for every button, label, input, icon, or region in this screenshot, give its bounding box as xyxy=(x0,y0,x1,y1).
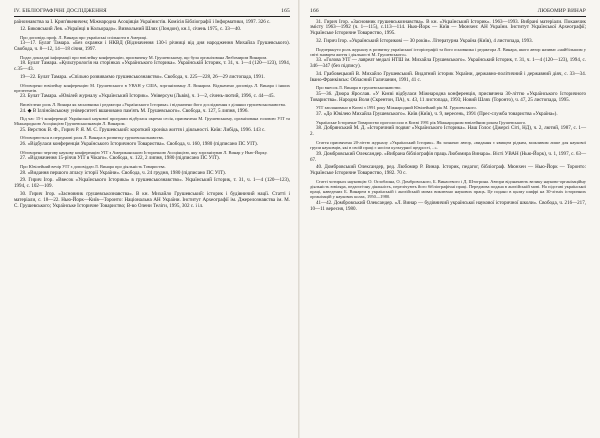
bibliography-entry: 38. Добрянський М. Д. «Історичний подвиг «Українського Історика». Наш Голос (Джерсі Сіті, НД), ч. 2, лютий, 1987, с. 1—2. xyxy=(310,125,586,138)
bibliography-entry: 31. Гирич Ігор. «Засновник грушевськознавства». В кн. «Український Історик». 1963—1993. Вибрані матеріали. Покажчик змісту 1963—1992 (ч. 1—115), с.113—114. Нью-Йорк — Київ — Мюнхен: АН України. Інститут Української Археографії; Українське Історичне Товариство, 1995. xyxy=(310,18,586,37)
author-name-header: ЛЮБОМИР ВИНАР xyxy=(537,8,586,14)
bibliography-entry: 34. Грабовецький В. Михайло Грушевський. Видатний історик України, державно-політичний і державний діяч, с. 33—34. Івано-Франківськ: Обласний Галичанин, 1991, 41 с. xyxy=(310,70,586,83)
right-page xyxy=(300,0,600,438)
bibliography-entry: 32. Гирич Ігор. «Український Історикові — 30 років». Літературна Україна (Київ), 4 листопада, 1993. xyxy=(316,37,533,44)
bibliography-entry: 26. «Відбулася конференція Українського Історичного Товариства». Свобода, ч. 160, 1980 (підписано ПС УІТ). xyxy=(20,141,258,148)
left-page-entries xyxy=(14,20,290,210)
bibliography-entry: 27. «Відзначення 15-річчя УІТ в Чікаго». Свобода, ч. 122, 2 липня, 1980 (підписано ПС УІТ). xyxy=(20,155,220,162)
bibliography-entry-continued: раїнознавства за І. Крип'якевичем; Міжнародна Асоціяція Українистів. Комісія Бібліографії і Інформатики, 1997. 326 с. xyxy=(14,18,271,25)
running-head-left xyxy=(14,8,290,17)
bibliography-entry: 37. «До Ювілею Михайла Грушевського». Київ (Київ), ч. 9, вересень, 1991 (Прес-служба товариства «Україна»). xyxy=(316,111,558,118)
bibliography-entry: 28. «Видання першого атласу історії України». Свобода, ч. 24 грудня, 1980 (підписано ПС УІТ). xyxy=(20,169,226,176)
annotation-note: Українське Історичне Товариство проголосило в Києві 1991 рік Міжнародним ювілейним роком Грушевського. xyxy=(316,119,527,125)
annotation-note: УІТ заплановано в Києві з 1991 року Міжнародний Ювілейний рік М. Грушевського. xyxy=(316,105,477,111)
section-title: IV. БІБЛІОГРАФІЧНІ ДОСЛІДЖЕННЯ xyxy=(14,8,107,14)
bibliography-entry: 18. Булат Тамара. «Культурологія на сторінках «Українського Історика». Українській Історик, т. 31, ч. 1—4 (120—123), 1994, с.35—43. xyxy=(14,60,290,73)
running-head-right xyxy=(310,8,586,17)
annotation-note: Подає докладні інформації про ювілейну конференцію, присвячену М. Грушевському, що була організована Любомиром Винаром. xyxy=(20,54,268,60)
bibliography-entry: 13—17. Булат Тамара. «Без охранки і НКВД (Відзначення 130-ї річниці від дня народження Михайла Грушевського). Свобода, ч. 8—12, 14—18 січня, 1997. xyxy=(14,40,290,53)
annotation-note: Статті чотирьох науковців: О. Оглоблина, О. Домбровського, Б. Винасевого і Д. Штогрина. Автори відзначають велику науково-організаційну діяльність ювіляра, педагогічну діяльність, перелічують його бібліографічні праці. Передмова подана в англійській мові. На підставі української праці, наведених Б. Винарем в українській і англійській мовах виключно наукових праць. Це подано в цьому шифрі на 30-літніх історичних організацій у наукових колах, 1950—1980. xyxy=(310,178,586,199)
annotation-note: Обговорено чергову наукову конференцію УІТ з Американською Історичною Асоціяцією, яку зорганізував Л. Винар у Нью-Йорку. xyxy=(20,149,268,155)
annotation-note: Під час 15-ї конференції Української наукової програми відбулася окрема сесія, присвячена М. Грушевському, організована головою УІТ та Міжнародною Асоціяцією Грушевськознавців Л. Винаром. xyxy=(14,116,290,127)
page-number-left: 165 xyxy=(281,8,290,14)
bibliography-entry: 19—22. Булат Тамара. «Спільно розвиваємо грушевськознавство». Свобода, ч. 225—228, 26—29 листопада, 1991. xyxy=(20,73,265,80)
bibliography-entry: 24. ◆ В Ілліноївському університеті вшановано пам'ять М. Грушевського». Свобода, ч. 127, 5 липня, 1996. xyxy=(20,107,249,114)
annotation-note: Про доповідь проф. Л. Винара про українські спільноти в Америці. xyxy=(20,34,148,40)
bibliography-entry: 12. Биковський Лев. «Українці в Кольорадо». Визвольний Шлях (Лондон), кн.1, січень 1975, с. 33—40. xyxy=(20,26,242,33)
annotation-note: Висвітлено роль Л. Винара як засновника і редактора «Українського Історика» і відзначено його дослідження з ділянки грушевськознавства. xyxy=(20,101,286,107)
bibliography-entry: 29. Гирич Ігор. «Ввесок «Українського Історика» в грушевськознавство». Український Історик, т. 31, ч. 1—4 (120—123), 1994, с. 102—109. xyxy=(14,177,290,190)
annotation-note: Обговорено ювілейну конференцію М. Грушевського в УВАН у США, зорганізовану Л. Винаром. Відзначено доповідь Л. Винара і інших прелегентів. xyxy=(14,82,290,93)
bibliography-entry: 35—36. Дзюра Ярослав. «У Києві відбулася Міжнародна конференція, присвячена 30-літтю «Українського Історичного Товариства». Народна Воля (Скрентон, ПА), ч. 43, 11 листопада, 1993; Новий Шлях (Торонто), ч. 47, 25 листопада, 1995. xyxy=(310,90,586,103)
bibliography-entry: 25. Верстюк В. Ф., Гирич Р. Я. М. С. Грушевський: короткий хроніка життя і діяльності. Київ: Либідь, 1996. 143 с. xyxy=(20,126,266,133)
bibliography-entry: 40. Домбровський Олександер, ред. Любомир Р. Винар. Історик, педагог, бібліограф. Мюнхен — Нью-Йорк — Торонто: Українське Історичне Товариство, 1982. 70 с. xyxy=(310,164,586,177)
bibliography-entry: 39. Домбровський Олександер. «Вибрана бібліографія праць Любомира Винара». Вісті УВАН (Нью-Йорк), ч. 1, 1997, с. 63—67. xyxy=(310,150,586,163)
bibliography-entry: 41—42. Домбровський Олександер. «Л. Винар — будівничий української наукової історичної школи». Свобода, ч. 216—217, 10—11 вересня, 1980. xyxy=(310,199,586,212)
annotation-note: Подчеркнуто роль журналу в розвитку української історіографії та його основника і редактора Л. Винара, якого автор називає «найбільшим у світі знавцем життя і діяльності М. Грушевського». xyxy=(310,46,586,57)
bibliography-entry: 23. Булат Тамара. «Ювілей журналу «Український Історик». Універсум (Львів), ч. 1—2, січень-лютий, 1996, с. 44—45. xyxy=(20,93,275,100)
annotation-note: Стаття присвячена 20-літтю журналу «Український Історик». Як зазначає автор, «видання є явищем рідким, можливим лише для наукової групи науковців, які в своїй праці є носієм культурної щедрості, ..». xyxy=(310,139,586,150)
right-page-entries xyxy=(310,20,586,213)
page-number-right: 166 xyxy=(310,8,319,14)
annotation-note: Про Ювілейний вечір УІТ з доповіддю Л. Винара про діяльність Товариства. xyxy=(20,163,166,169)
annotation-note: Обговорюється в передмові роля Л. Винара в розвитку грушевськознавства. xyxy=(20,135,164,141)
bibliography-entry: 33. «Голова УІТ — лавреат медалі НТШ ім. Михайла Грушевського». Український Історик, т. 31, ч. 1—4 (120—123), 1994, с. 346—347 (без підпису). xyxy=(310,57,586,70)
annotation-note: Про внесок Л. Винара в грушевськознавство. xyxy=(316,85,402,91)
bibliography-entry: 30. Гирич Ігор. «Засновник грушевськознавства». В кн. Михайло Грушевський: історик і будівничий нації. Статті і матеріали, с. 18—22. Нью-Йорк—Київ—Торонто: Національна АН України. Інститут Археографії ім. Джерелознавства ім. М. С. Грушевського; Українське Історичне Товариство; В-во Олени Теліги, 1995, 302 с. і іл. xyxy=(14,190,290,209)
